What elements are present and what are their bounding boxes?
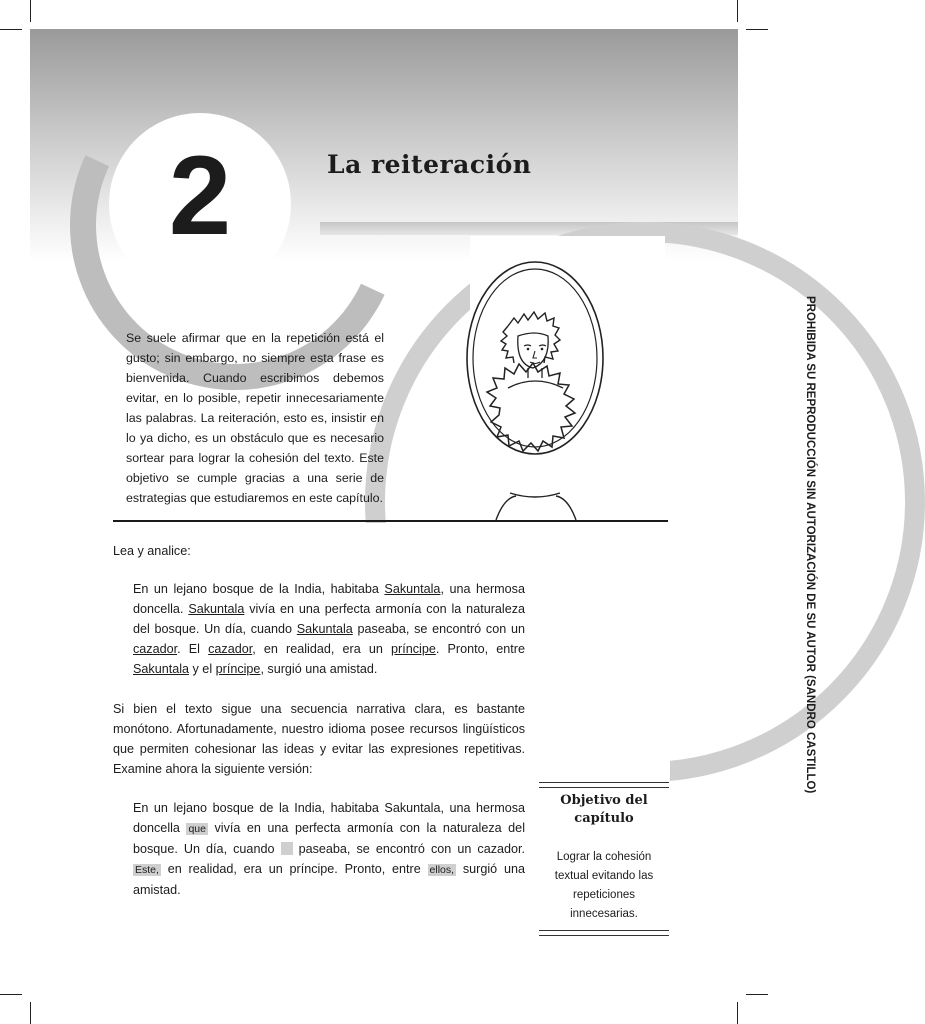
repeated-word: Sakuntala	[188, 602, 245, 616]
chapter-number: 2	[168, 133, 232, 258]
repeated-word: Sakuntala	[133, 662, 190, 676]
objective-title: Objetivo del capítulo	[560, 793, 648, 826]
crop-mark	[737, 0, 738, 22]
sakuntala-illustration	[438, 258, 628, 523]
repeated-word: cazador	[208, 642, 253, 656]
substitution-highlight: que	[188, 823, 206, 835]
crop-mark	[0, 994, 22, 995]
crop-mark	[737, 1002, 738, 1024]
crop-mark	[30, 0, 31, 22]
objective-box	[539, 782, 669, 937]
crop-mark	[0, 29, 22, 30]
crop-mark	[746, 29, 768, 30]
instruction-label: Lea y analice:	[113, 544, 191, 558]
section-divider	[113, 520, 668, 522]
crop-mark	[30, 1002, 31, 1024]
chapter-title: La reiteración	[327, 150, 532, 179]
example-text-cohesive: En un lejano bosque de la India, habitaba Sakuntala, una hermosa doncella que vivía en una perfecta armonía con la naturaleza del bosque. Un día, cuando paseaba, se encontró con un cazador. Este, en realidad, era un príncipe. Pronto, entre ellos, surgió una amistad.	[133, 801, 526, 897]
substitution-highlight: Este,	[135, 864, 159, 876]
repeated-word: cazador	[133, 642, 178, 656]
repeated-word: Sakuntala	[384, 582, 441, 596]
crop-mark	[746, 994, 768, 995]
example-text-repetitive: En un lejano bosque de la India, habitaba Sakuntala, una hermosa doncella. Sakuntala vivía en una perfecta armonía con la naturaleza del bosque. Un día, cuando Sakuntala paseaba, se encontró con un cazador. El cazador, en realidad, era un príncipe. Pronto, entre Sakuntala y el príncipe, surgió una amistad.	[133, 582, 525, 676]
objective-text: Lograr la cohesión textual evitando las repeticiones innecesarias.	[554, 851, 654, 920]
commentary-paragraph: Si bien el texto sigue una secuencia narrativa clara, es bastante monótono. Afortunadamente, nuestro idioma posee recursos lingüísticos que permiten cohesionar las ideas y evitar las expresiones repetitivas. Examine ahora la siguiente versión:	[113, 702, 525, 776]
repeated-word: príncipe	[215, 662, 261, 676]
copyright-notice: PROHIBIDA SU REPRODUCCIÓN SIN AUTORIZACIÓN DE SU AUTOR (SANDRO CASTILLO)	[804, 296, 816, 794]
ellipsis-highlight	[281, 842, 293, 855]
repeated-word: príncipe	[391, 642, 436, 656]
intro-paragraph: Se suele afirmar que en la repetición está el gusto; sin embargo, no siempre esta frase es bienvenida. Cuando escribimos debemos evitar, en lo posible, repetir innecesariamente las palabras. La reiteración, esto es, insistir en lo ya dicho, es un obstáculo que es necesario sortear para lograr la cohesión del texto. Este objetivo se cumple gracias a una serie de estrategias que estudiaremos en este capítulo.	[126, 331, 384, 505]
repeated-word: Sakuntala	[296, 622, 353, 636]
substitution-highlight: ellos,	[429, 864, 455, 876]
